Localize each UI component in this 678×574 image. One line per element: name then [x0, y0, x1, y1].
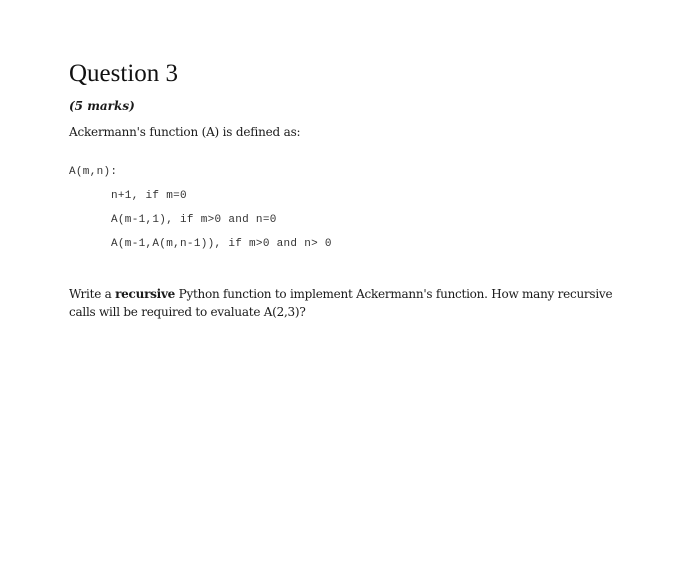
prompt-before: Write a [69, 287, 116, 301]
question-prompt [69, 285, 614, 321]
prompt-after: Python function to implement Ackermann's function. How many recursive calls will be required to evaluate A(2,3)? [69, 287, 613, 319]
definition-case-2: A(m-1,1), if m>0 and n=0 [111, 214, 277, 226]
definition-head: A(m,n): [69, 166, 118, 178]
question-title: Question 3 [69, 60, 179, 87]
definition-case-1: n+1, if m=0 [111, 190, 187, 202]
prompt-emphasis: recursive [115, 287, 176, 301]
intro-text: Ackermann's function (A) is defined as: [69, 125, 301, 139]
marks-label: (5 marks) [69, 99, 135, 113]
definition-case-3: A(m-1,A(m,n-1)), if m>0 and n> 0 [111, 238, 332, 250]
question-document [69, 58, 629, 321]
